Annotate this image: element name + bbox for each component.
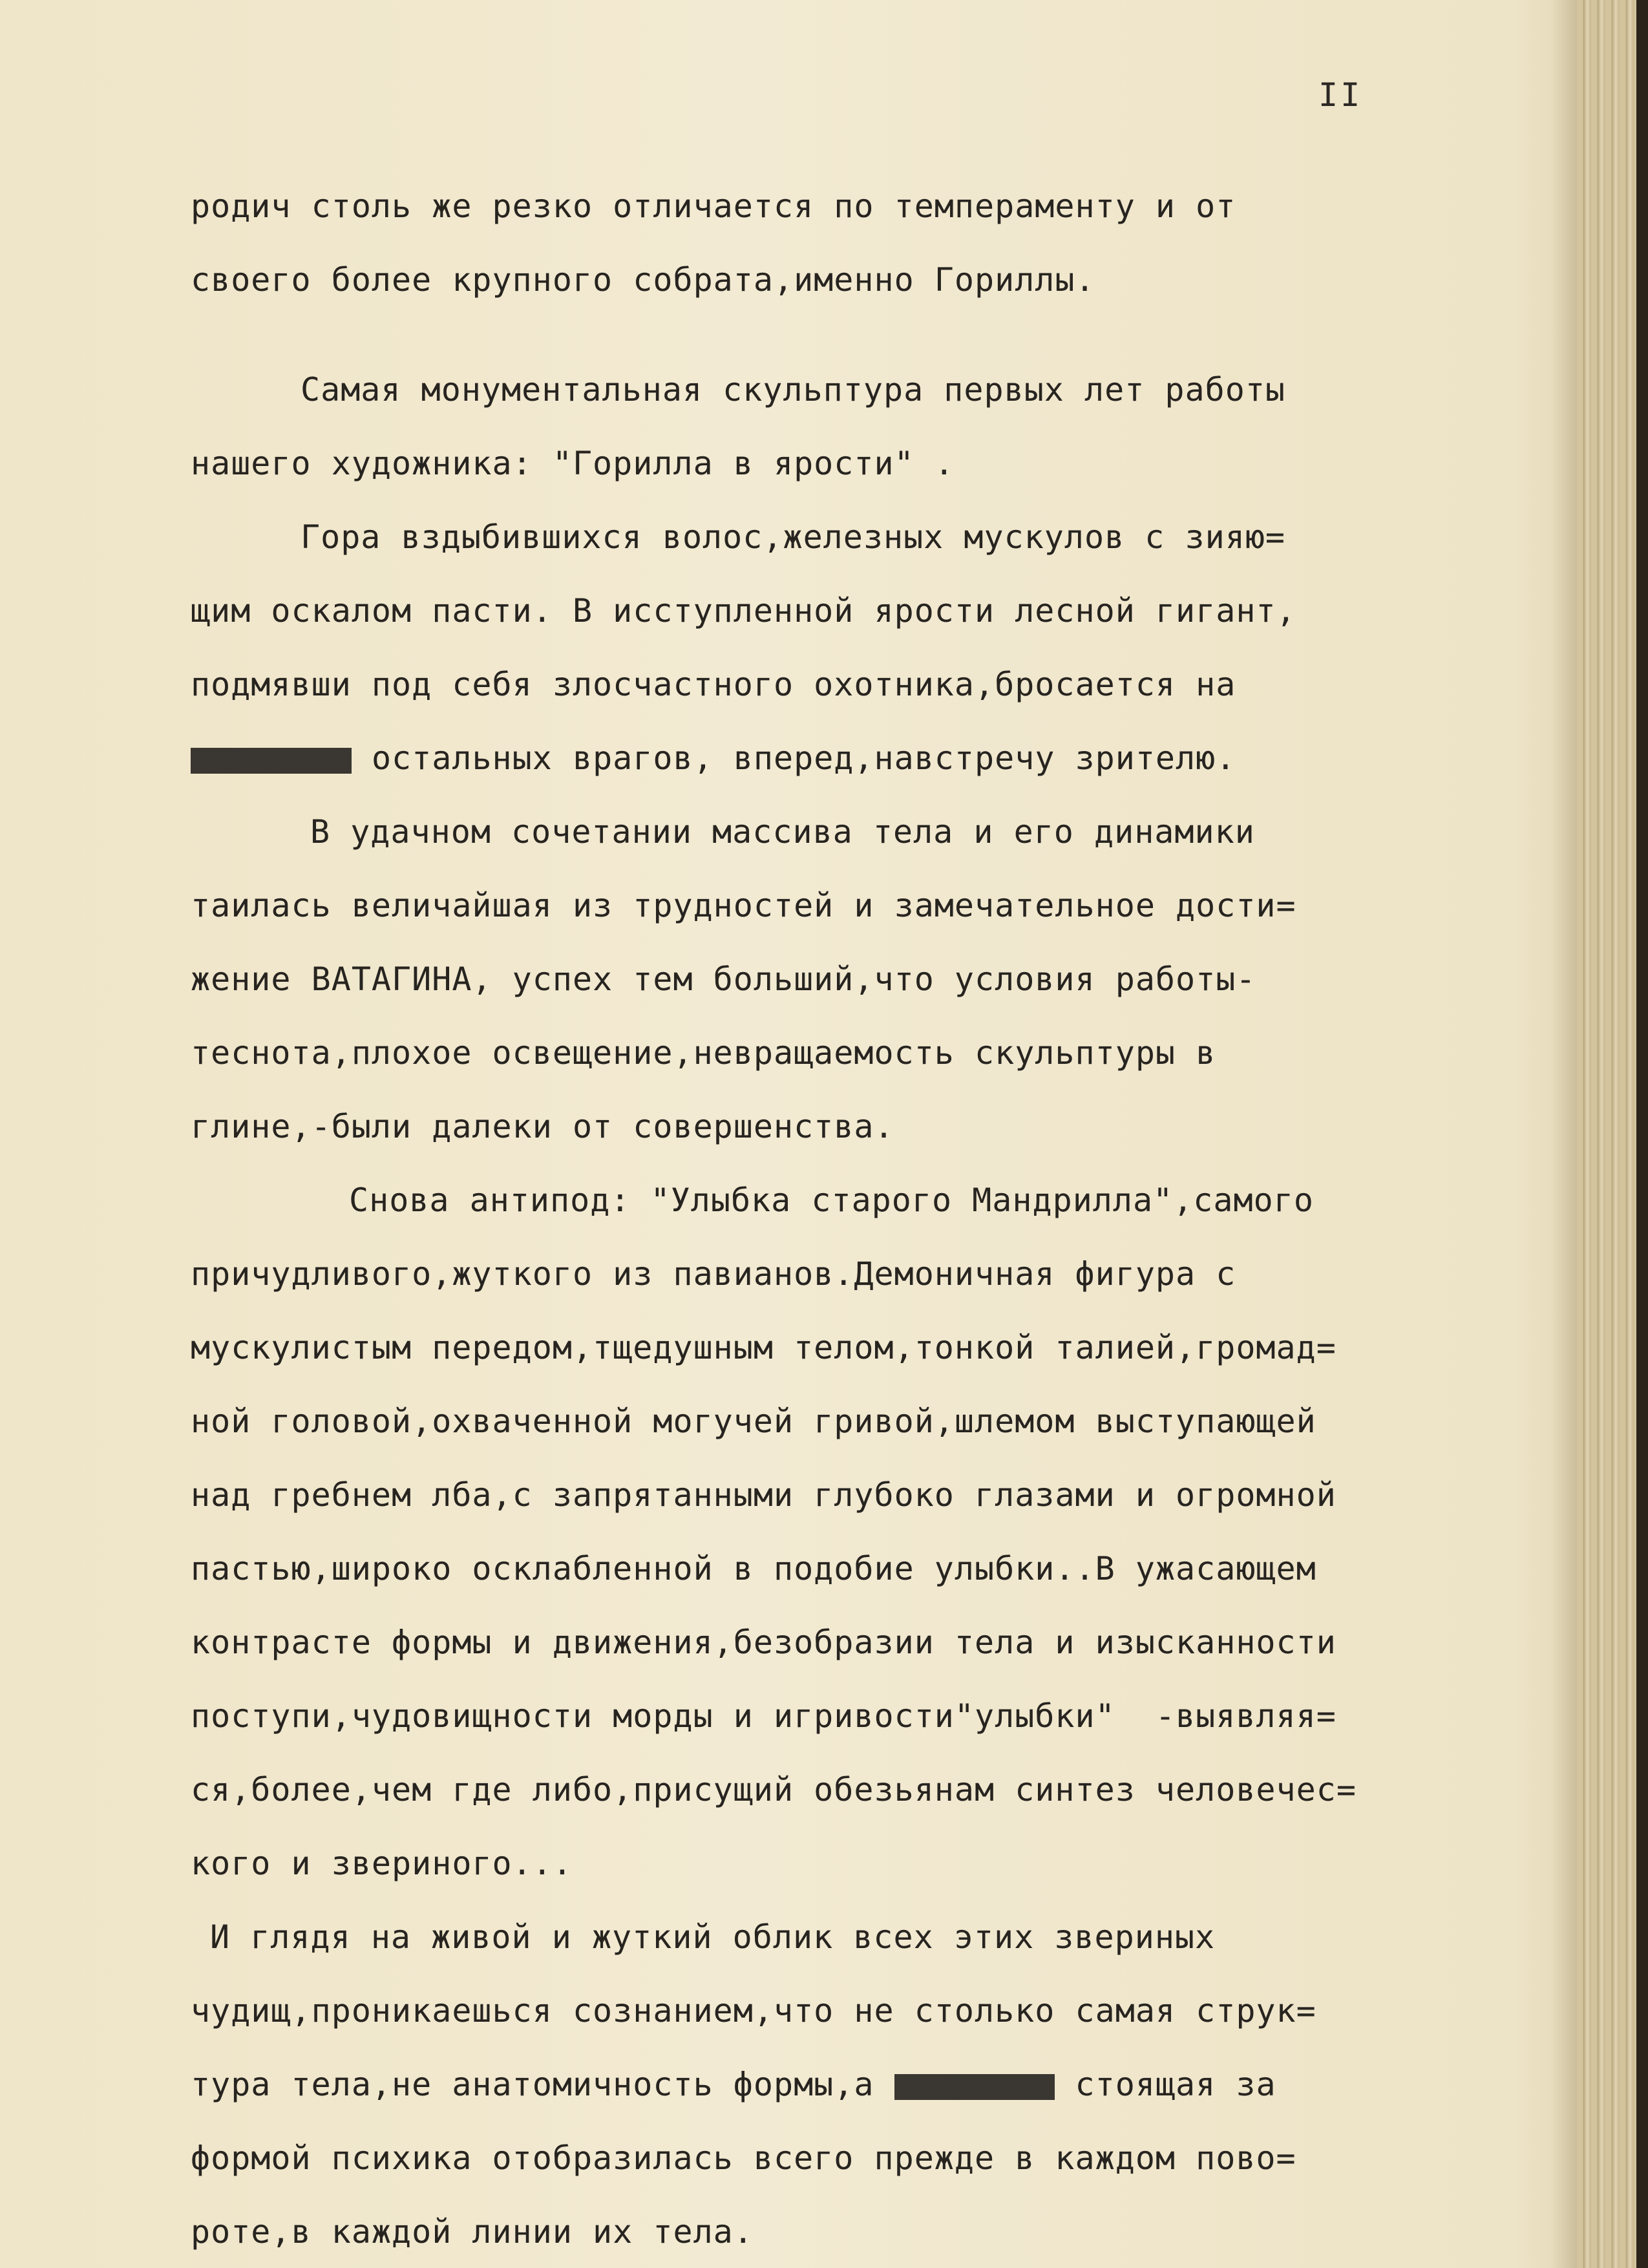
text-line-with-strikeout: тура тела,не анатомичность формы,а XXXXXXXX стоящая за: [191, 2066, 1276, 2106]
text-line: глине,-были далеки от совершенства.: [191, 1108, 894, 1145]
text-line: над гребнем лба,с запрятанными глубоко глазами и огромной: [191, 1476, 1336, 1514]
text-line: таилась величайшая из трудностей и замечательное дости=: [191, 887, 1296, 924]
text-line: подмявши под себя злосчастного охотника,бросается на: [191, 666, 1236, 703]
text-line: И глядя на живой и жуткий облик всех этих звериных: [210, 1918, 1216, 1956]
text-line: контрасте формы и движения,безобразии тела и изысканности: [191, 1624, 1336, 1661]
text-line: нашего художника: "Горилла в ярости" .: [191, 445, 955, 482]
text-line: причудливого,жуткого из павианов.Демоничная фигура с: [191, 1255, 1236, 1293]
text-line: родич столь же резко отличается по темпераменту и от: [191, 187, 1236, 225]
typewritten-text: [191, 169, 1483, 2268]
text-line: Снова антипод: "Улыбка старого Мандрилла",самого: [349, 1182, 1314, 1219]
text-line: ся,более,чем где либо,присущий обезьянам синтез человечес=: [191, 1771, 1357, 1808]
text-line: пастью,широко осклабленной в подобие улыбки..В ужасающем: [191, 1550, 1316, 1587]
struck-out-word: XXXXXXXX: [191, 741, 352, 779]
struck-out-word: XXXXXXXX: [894, 2068, 1055, 2106]
text-line: щим оскалом пасти. В исступленной ярости лесной гигант,: [191, 592, 1296, 630]
text-line: роте,в каждой линии их тела.: [191, 2213, 754, 2251]
text-line: теснота,плохое освещение,невращаемость скульптуры в: [191, 1034, 1216, 1072]
text-line: чудищ,проникаешься сознанием,что не столько самая струк=: [191, 1992, 1316, 2030]
text-line: ной головой,охваченной могучей гривой,шлемом выступающей: [191, 1403, 1316, 1440]
text-line: поступи,чудовищности морды и игривости"улыбки" -выявляя=: [191, 1697, 1336, 1735]
stacked-page-edges: [1577, 0, 1648, 2268]
text-line: формой психика отобразилась всего прежде в каждом пово=: [191, 2139, 1296, 2177]
page-number: II: [1318, 76, 1363, 114]
text-line: жение ВАТАГИНА, успех тем больший,что условия работы-: [191, 960, 1256, 998]
text-line: своего более крупного собрата,именно Гориллы.: [191, 261, 1095, 299]
text-line: Гора вздыбившихся волос,железных мускулов с зияю=: [301, 518, 1286, 556]
text-line: мускулистым передом,тщедушным телом,тонкой талией,громад=: [191, 1329, 1336, 1366]
text-line: В удачном сочетании массива тела и его динамики: [310, 813, 1255, 851]
text-line: кого и звериного...: [191, 1845, 573, 1882]
text-line: Самая монументальная скульптура первых лет работы: [301, 371, 1286, 408]
text-line-with-strikeout: XXXXXXXX остальных врагов, вперед,навстречу зрителю.: [191, 739, 1236, 779]
binding-shadow: [1551, 0, 1577, 2268]
